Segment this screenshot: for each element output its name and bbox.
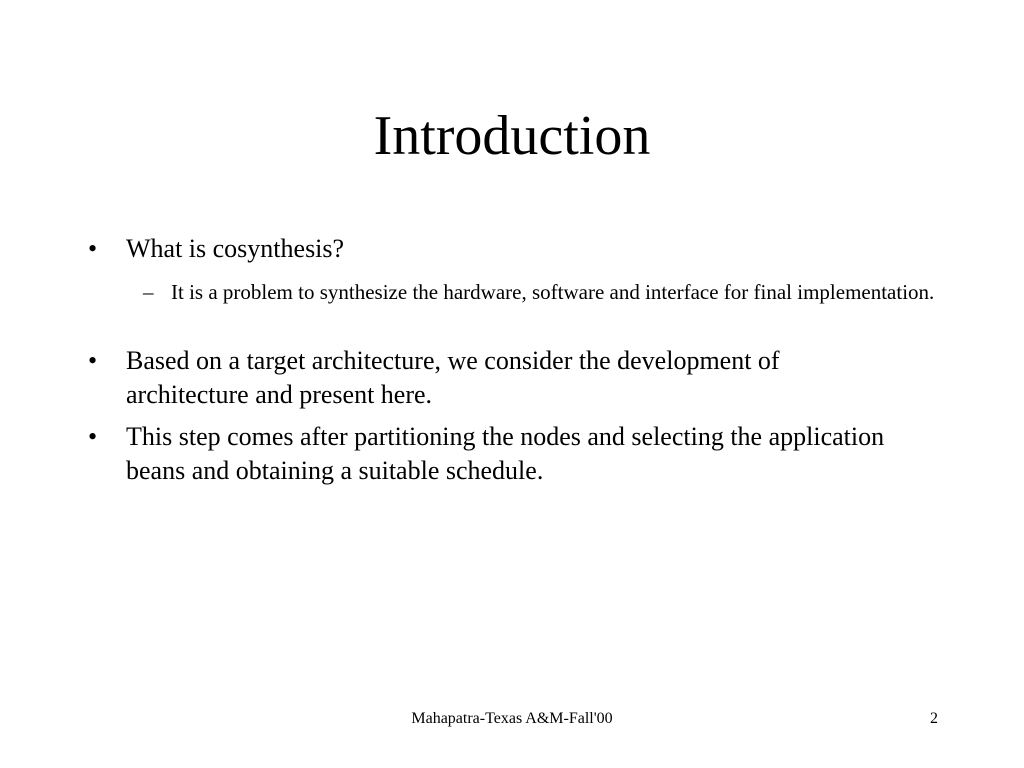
bullet-marker: • [88,346,98,375]
bullet-item [88,344,886,412]
page-number: 2 [930,710,938,727]
bullet-item [88,420,886,488]
bullet-marker: • [88,234,98,263]
sub-bullet-text: It is a problem to synthesize the hardware, software and interface for final implementation. [171,280,935,304]
sub-bullet-marker: – [143,280,154,304]
bullet-text: Based on a target architecture, we consider the development of architecture and present here. [126,346,780,409]
bullet-text: This step comes after partitioning the nodes and selecting the application beans and obtaining a suitable schedule. [126,422,885,485]
footer-text: Mahapatra-Texas A&M-Fall'00 [411,710,613,727]
sub-bullet-item [143,277,961,308]
bullet-marker: • [88,422,98,451]
slide-title: Introduction [373,105,651,167]
bullet-item [88,232,886,266]
bullet-text: What is cosynthesis? [126,234,345,263]
